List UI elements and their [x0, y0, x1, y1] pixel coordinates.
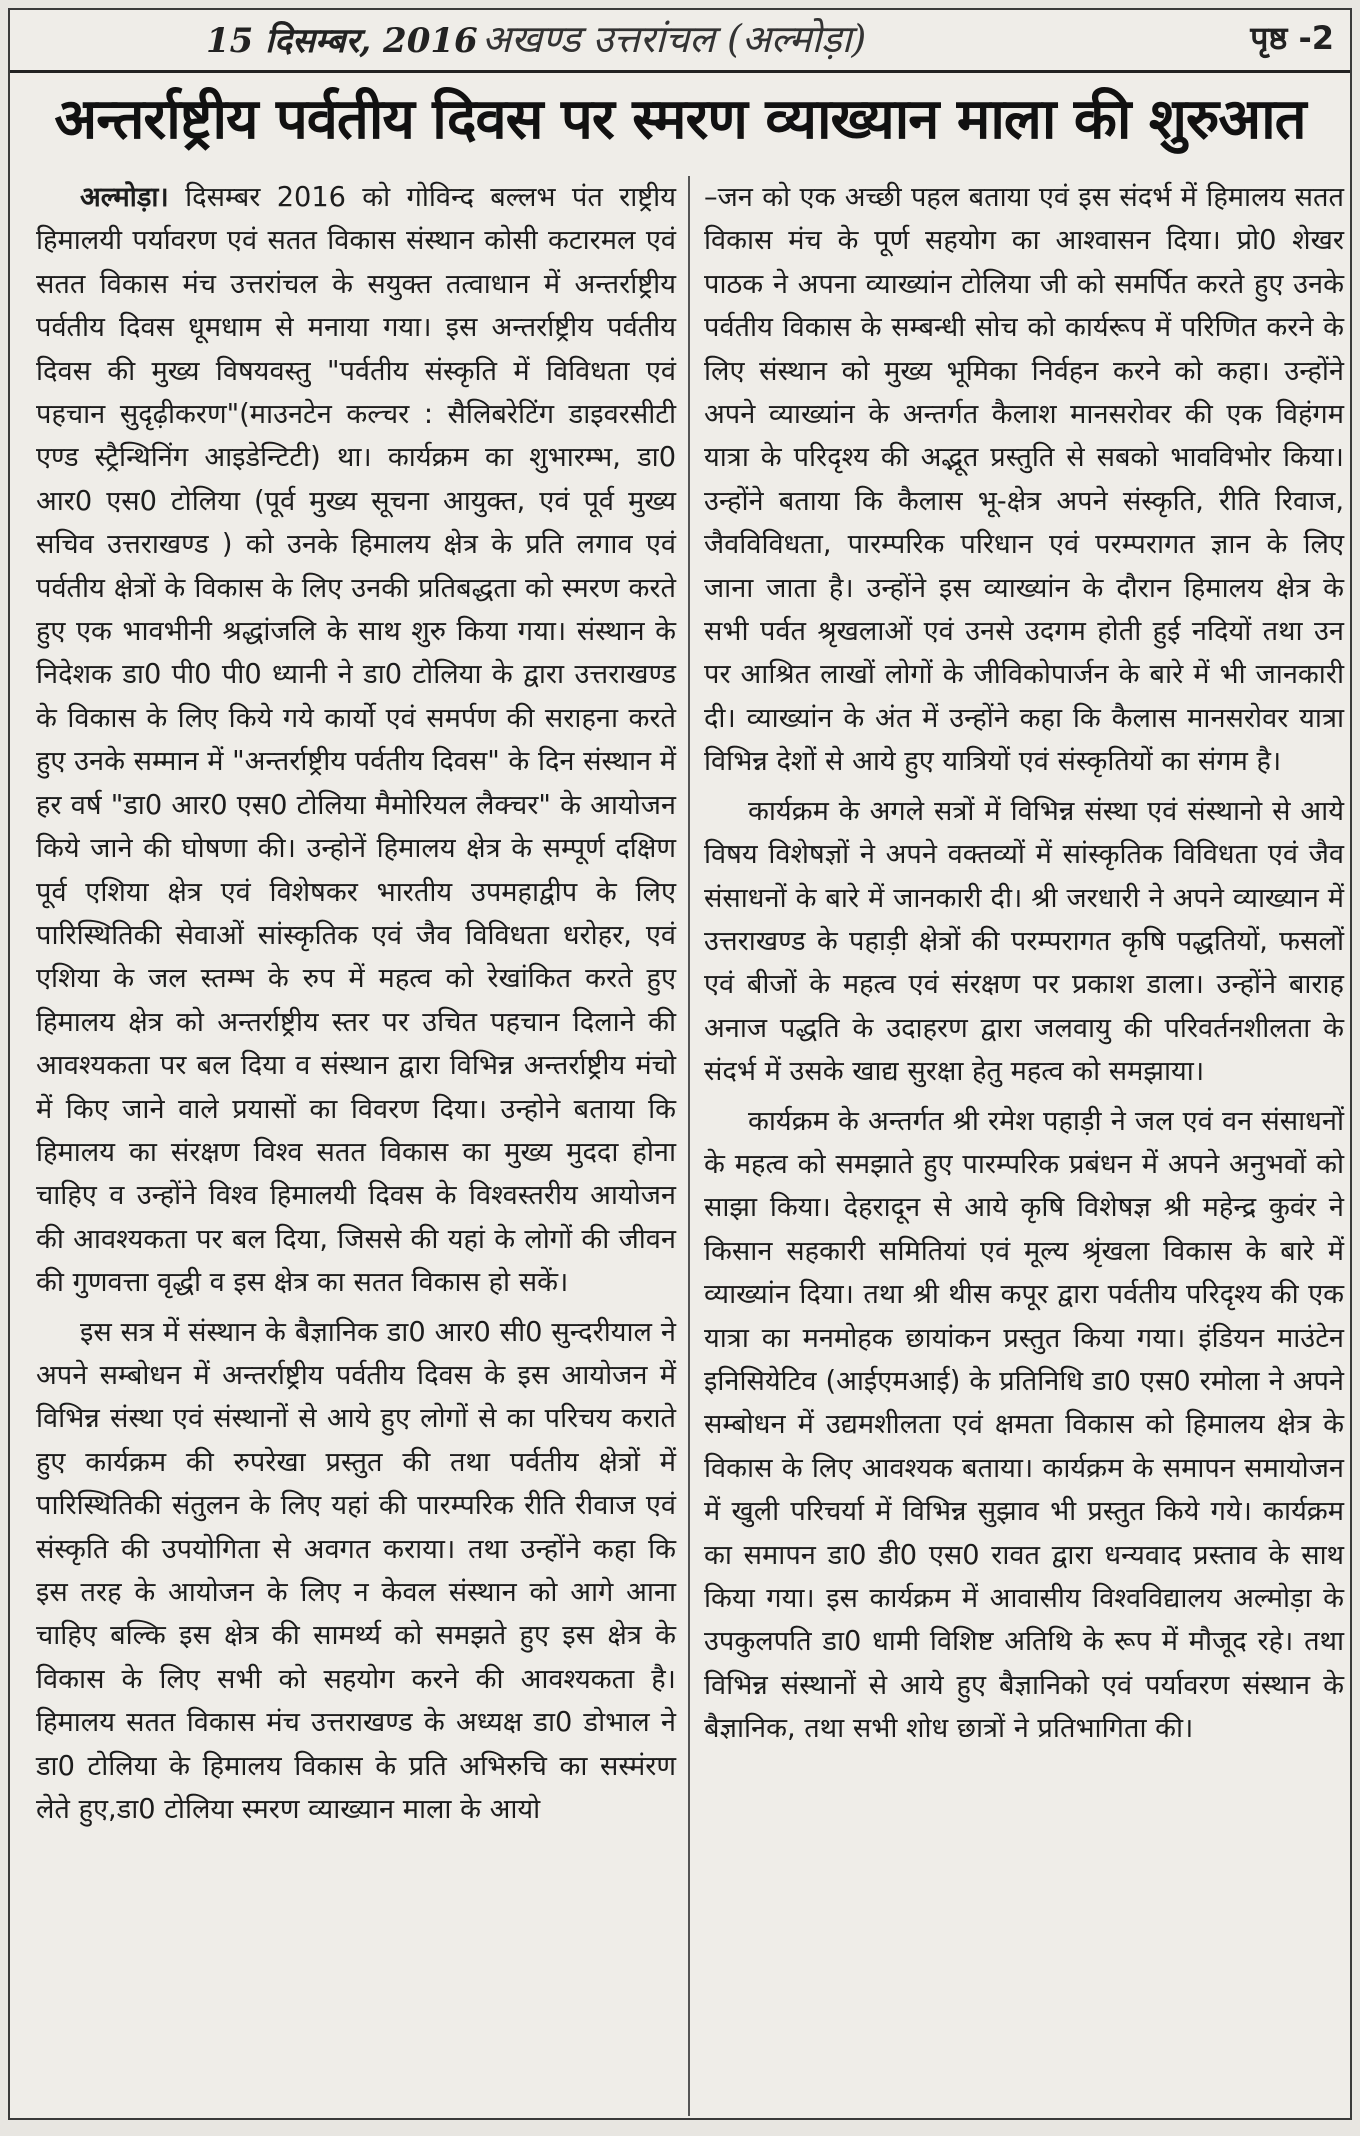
issue-date: 15 दिसम्बर, 2016 [206, 21, 478, 61]
article-paragraph: कार्यक्रम के अन्तर्गत श्री रमेश पहाड़ी ने जल एवं वन संसाधनों के महत्व को समझाते हुए पारम्परिक प्रबंधन में अपने अनुभवों को साझा किया। देहरादून से आये कृषि विशेषज्ञ श्री महेन्द्र कुवंर ने किसान सहकारी समितियां एवं मूल्य श्रृंखला विकास के बारे में व्याख्यांन दिया। तथा श्री थीस कपूर द्वारा पर्वतीय परिदृश्य की एक यात्रा का मनमोहक छायांकन प्रस्तुत किया गया। इंडियन माउंटेन इनिसियेटिव (आईएमआई) के प्रतिनिधि डा0 एस0 रमोला ने अपने सम्बोधन में उद्यमशीलता एवं क्षमता विकास को हिमालय क्षेत्र के विकास के लिए आवश्यक बताया। कार्यक्रम के समापन समायोजन में खुली परिचर्या में विभिन्न सुझाव भी प्रस्तुत किये गये। कार्यक्रम का समापन डा0 डी0 एस0 रावत द्वारा धन्यवाद प्रस्ताव के साथ किया गया। इस कार्यक्रम में आवासीय विश्वविद्यालय अल्मोड़ा के उपकुलपति डा0 धामी विशिष्ट अतिथि के रूप में मौजूद रहे। तथा विभिन्न संस्थानों से आये हुए बैज्ञानिको एवं पर्यावरण संस्थान के बैज्ञानिक, तथा सभी शोध छात्रों ने प्रतिभागिता की। [704, 1105, 1344, 1745]
newspaper-page [8, 8, 1352, 2120]
article-column-left [36, 176, 676, 1831]
article-dateline: अल्मोड़ा। [80, 182, 169, 213]
article-paragraph: –जन को एक अच्छी पहल बताया एवं इस संदर्भ में हिमालय सतत विकास मंच के पूर्ण सहयोग का आश्वासन दिया। प्रो0 शेखर पाठक ने अपना व्याख्यांन टोलिया जी को समर्पित करते हुए उनके पर्वतीय विकास के सम्बन्धी सोच को कार्यरूप में परिणित करने के लिए संस्थान को मुख्य भूमिका निर्वहन करने को कहा। उन्होंने अपने व्याख्यांन के अन्तर्गत कैलाश मानसरोवर की एक विहंगम यात्रा के परिदृश्य की अद्भूत प्रस्तुति से सबको भावविभोर किया। उन्होंने बताया कि कैलास भू-क्षेत्र अपने संस्कृति, रीति रिवाज, जैवविविधता, पारम्परिक परिधान एवं परम्परागत ज्ञान के लिए जाना जाता है। उन्होंने इस व्याख्यांन के दौरान हिमालय क्षेत्र के सभी पर्वत श्रृखलाओं एवं उनसे उदगम होती हुई नदियों तथा उन पर आश्रित लाखों लोगों के जीविकोपार्जन के बारे में भी जानकारी दी। व्याख्यांन के अंत में उन्होंने कहा कि कैलास मानसरोवर यात्रा विभिन्न देशों से आये हुए यात्रियों एवं संस्कृतियों का संगम है। [704, 182, 1344, 778]
article-column-right [704, 176, 1344, 1751]
column-divider [688, 176, 690, 2116]
newspaper-name: अखण्ड उत्तरांचल (अल्मोड़ा) [482, 17, 867, 61]
paragraph-text: दिसम्बर 2016 को गोविन्द बल्लभ पंत राष्ट्रीय हिमालयी पर्यावरण एवं सतत विकास संस्थान कोसी कटारमल एवं सतत विकास मंच उत्तरांचल के सयुक्त तत्वाधान में अन्तर्राष्ट्रीय पर्वतीय दिवस धूमधाम से मनाया गया। इस अन्तर्राष्ट्रीय पर्वतीय दिवस की मुख्य विषयवस्तु "पर्वतीय संस्कृति में विविधता एवं पहचान सुदृढ़ीकरण"(माउनटेन कल्चर : सैलिबरेटिंग डाइवरसीटी एण्ड स्ट्रैन्थिनिंग आइडेन्टिटी) था। कार्यक्रम का शुभारम्भ, डा0 आर0 एस0 टोलिया (पूर्व मुख्य सूचना आयुक्त, एवं पूर्व मुख्य सचिव उत्तराखण्ड ) को उनके हिमालय क्षेत्र के प्रति लगाव एवं पर्वतीय क्षेत्रों के विकास के लिए उनकी प्रतिबद्धता को स्मरण करते हुए एक भावभीनी श्रद्धांजलि के साथ शुरु किया गया। संस्थान के निदेशक डा0 पी0 पी0 ध्यानी ने डा0 टोलिया के द्वारा उत्तराखण्ड के विकास के लिए किये गये कार्यो एवं समर्पण की सराहना करते हुए उनके सम्मान में "अन्तर्राष्ट्रीय पर्वतीय दिवस" के दिन संस्थान में हर वर्ष "डा0 आर0 एस0 टोलिया मैमोरियल लैक्चर" के आयोजन किये जाने की घोषणा की। उन्होनें हिमालय क्षेत्र के सम्पूर्ण दक्षिण पूर्व एशिया क्षेत्र एवं विशेषकर भारतीय उपमहाद्वीप के लिए पारिस्थितिकी सेवाओं सांस्कृतिक एवं जैव विविधता धरोहर, एवं एशिया के जल स्तम्भ के रुप में महत्व को रेखांकित करते हुए हिमालय क्षेत्र को अन्तर्राष्ट्रीय स्तर पर उचित पहचान दिलाने की आवश्यकता पर बल दिया व संस्थान द्वारा विभिन्न अन्तर्राष्ट्रीय मंचो में किए जाने वाले प्रयासों का विवरण दिया। उन्होने बताया कि हिमालय का संरक्षण विश्व सतत विकास का मुख्य मुददा होना चाहिए व उन्होंने विश्व हिमालयी दिवस के विश्वस्तरीय आयोजन की आवश्यकता पर बल दिया, जिससे की यहां के लोगों की जीवन की गुणवत्ता वृद्धी व इस क्षेत्र का सतत विकास हो सकें। [36, 182, 677, 1299]
page-header [10, 10, 1350, 73]
article-paragraph [36, 176, 676, 1305]
page-number: पृष्ठ -2 [1250, 19, 1334, 57]
article-paragraph: कार्यक्रम के अगले सत्रों में विभिन्न संस्था एवं संस्थानो से आये विषय विशेषज्ञों ने अपने वक्तव्यों में सांस्कृतिक विविधता एवं जैव संसाधनों के बारे में जानकारी दी। श्री जरधारी ने अपने व्याख्यान में उत्तराखण्ड के पहाड़ी क्षेत्रों की परम्परागत कृषि पद्धतियों, फसलों एवं बीजों के महत्व एवं संरक्षण पर प्रकाश डाला। उन्होंने बाराह अनाज पद्धति के उदाहरण द्वारा जलवायु की परिवर्तनशीलता के संदर्भ में उसके खाद्य सुरक्षा हेतु महत्व को समझाया। [704, 795, 1344, 1088]
article-headline: अन्तर्राष्ट्रीय पर्वतीय दिवस पर स्मरण व्याख्यान माला की शुरुआत [54, 87, 1306, 152]
article-paragraph: इस सत्र में संस्थान के बैज्ञानिक डा0 आर0 सी0 सुन्दरीयाल ने अपने सम्बोधन में अन्तर्राष्ट्रीय पर्वतीय दिवस के इस आयोजन में विभिन्न संस्था एवं संस्थानों से आये हुए लोगों से का परिचय कराते हुए कार्यक्रम की रुपरेखा प्रस्तुत की तथा पर्वतीय क्षेत्रों में पारिस्थितिकी संतुलन के लिए यहां की पारम्परिक रीति रीवाज एवं संस्कृति की उपयोगिता से अवगत कराया। तथा उन्होंने कहा कि इस तरह के आयोजन के लिए न केवल संस्थान को आगे आना चाहिए बल्कि इस क्षेत्र की सामर्थ्य को समझते हुए इस क्षेत्र के विकास के लिए सभी को सहयोग करने की आवश्यकता है। हिमालय सतत विकास मंच उत्तराखण्ड के अध्यक्ष डा0 डोभाल ने डा0 टोलिया के हिमालय विकास के प्रति अभिरुचि का सस्मंरण लेते हुए,डा0 टोलिया स्मरण व्याख्यान माला के आयो [36, 1316, 676, 1826]
